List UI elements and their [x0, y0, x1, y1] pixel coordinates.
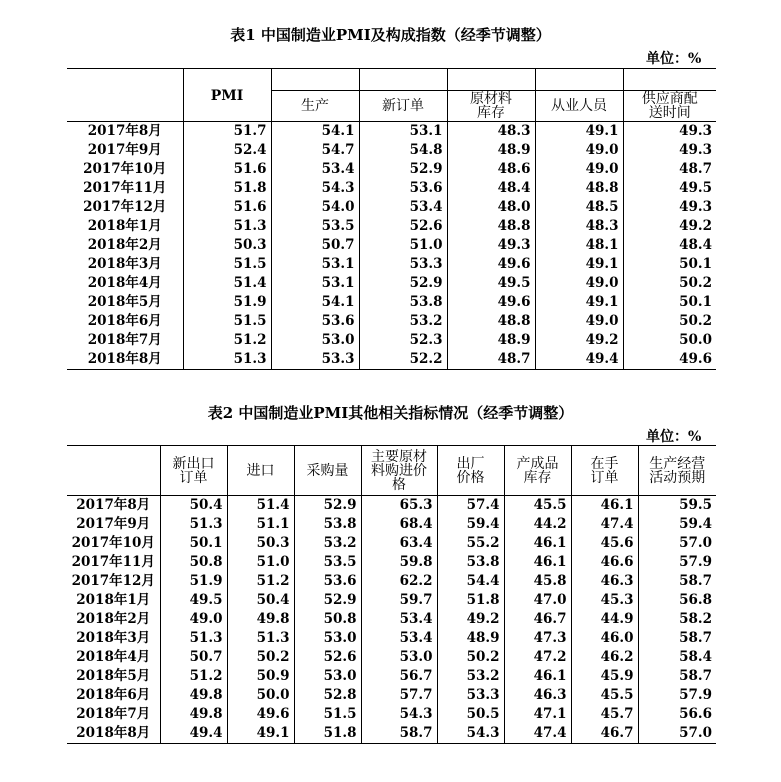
row-label: 2018年4月 — [87, 275, 162, 291]
cell-value: 53.4 — [361, 610, 437, 629]
row-label: 2018年7月 — [87, 332, 162, 348]
table2-corner-cell — [67, 446, 160, 496]
cell-value: 52.9 — [359, 160, 447, 179]
cell-value: 53.5 — [294, 553, 361, 572]
cell-value: 53.6 — [294, 572, 361, 591]
cell-value: 53.4 — [361, 629, 437, 648]
cell-value: 49.5 — [623, 179, 716, 198]
cell-value: 52.6 — [359, 217, 447, 236]
row-label: 2018年3月 — [87, 256, 162, 272]
cell-value: 48.3 — [535, 217, 623, 236]
cell-value: 57.9 — [638, 553, 716, 572]
cell-value: 49.1 — [227, 724, 294, 744]
cell-value: 50.2 — [623, 274, 716, 293]
cell-value: 53.8 — [294, 515, 361, 534]
cell-value: 53.2 — [437, 667, 504, 686]
cell-value: 46.2 — [571, 648, 638, 667]
cell-value: 46.3 — [571, 572, 638, 591]
cell-value: 51.3 — [183, 350, 271, 370]
cell-value: 49.5 — [160, 591, 227, 610]
table1-col-header-2 — [359, 69, 447, 122]
table-row — [67, 331, 716, 350]
row-label: 2018年7月 — [76, 706, 151, 722]
table1-col-header-label-2: 新订单 — [360, 90, 447, 121]
cell-value: 46.0 — [571, 629, 638, 648]
cell-value: 51.9 — [160, 572, 227, 591]
cell-value: 51.0 — [227, 553, 294, 572]
cell-value: 49.4 — [535, 350, 623, 370]
table1-col-header-label-3: 原材料 库存 — [448, 90, 535, 121]
cell-value: 49.2 — [437, 610, 504, 629]
cell-value: 53.8 — [359, 293, 447, 312]
table1-corner-cell — [67, 69, 183, 122]
cell-value: 51.8 — [294, 724, 361, 744]
cell-value: 45.9 — [571, 667, 638, 686]
cell-value: 48.7 — [623, 160, 716, 179]
cell-value: 53.3 — [271, 350, 359, 370]
cell-value: 53.0 — [294, 667, 361, 686]
row-label: 2017年8月 — [67, 496, 160, 516]
cell-value: 49.5 — [447, 274, 535, 293]
cell-value: 53.1 — [359, 122, 447, 142]
table2-col-header-6: 在手 订单 — [571, 446, 638, 496]
cell-value: 52.2 — [359, 350, 447, 370]
cell-value: 53.4 — [271, 160, 359, 179]
row-label: 2018年3月 — [76, 630, 151, 646]
cell-value: 46.1 — [504, 553, 571, 572]
cell-value: 52.6 — [294, 648, 361, 667]
cell-value: 54.7 — [271, 141, 359, 160]
cell-value: 59.5 — [638, 496, 716, 516]
cell-value: 50.7 — [271, 236, 359, 255]
cell-value: 53.5 — [271, 217, 359, 236]
cell-value: 53.0 — [271, 331, 359, 350]
cell-value: 53.6 — [359, 179, 447, 198]
table2-col-header-2: 采购量 — [294, 446, 361, 496]
cell-value: 53.4 — [359, 198, 447, 217]
cell-value: 59.4 — [638, 515, 716, 534]
row-label: 2018年8月 — [76, 725, 151, 741]
cell-value: 58.4 — [638, 648, 716, 667]
table1-col-header-label-5: 供应商配 送时间 — [624, 90, 717, 121]
table1-title: 表1 中国制造业PMI及构成指数（经季节调整） — [230, 26, 551, 44]
cell-value: 58.7 — [361, 724, 437, 744]
table-row — [67, 179, 716, 198]
table1-col-header-5 — [623, 69, 716, 122]
cell-value: 56.8 — [638, 591, 716, 610]
cell-value: 51.8 — [183, 179, 271, 198]
cell-value: 49.8 — [227, 610, 294, 629]
cell-value: 52.9 — [294, 591, 361, 610]
cell-value: 50.0 — [623, 331, 716, 350]
cell-value: 50.2 — [227, 648, 294, 667]
row-label: 2018年2月 — [76, 611, 151, 627]
table-row — [67, 724, 716, 744]
cell-value: 53.1 — [271, 255, 359, 274]
row-label: 2018年6月 — [87, 313, 162, 329]
cell-value: 51.5 — [294, 705, 361, 724]
table-row — [67, 610, 716, 629]
cell-value: 51.7 — [183, 122, 271, 142]
row-label: 2018年1月 — [87, 218, 162, 234]
table-row — [67, 312, 716, 331]
row-label: 2018年5月 — [76, 668, 151, 684]
cell-value: 59.4 — [437, 515, 504, 534]
cell-value: 50.7 — [160, 648, 227, 667]
table-row — [67, 122, 716, 142]
cell-value: 48.7 — [447, 350, 535, 370]
cell-value: 48.9 — [447, 331, 535, 350]
table2-col-header-7: 生产经营 活动预期 — [638, 446, 716, 496]
cell-value: 51.6 — [183, 160, 271, 179]
cell-value: 51.9 — [183, 293, 271, 312]
cell-value: 52.9 — [294, 496, 361, 516]
cell-value: 57.7 — [361, 686, 437, 705]
cell-value: 51.2 — [227, 572, 294, 591]
cell-value: 49.6 — [623, 350, 716, 370]
cell-value: 47.4 — [504, 724, 571, 744]
cell-value: 45.3 — [571, 591, 638, 610]
table2-title: 表2 中国制造业PMI其他相关指标情况（经季节调整） — [207, 404, 574, 422]
row-label: 2017年10月 — [83, 161, 167, 177]
cell-value: 50.3 — [227, 534, 294, 553]
cell-value: 49.1 — [535, 255, 623, 274]
cell-value: 50.0 — [227, 686, 294, 705]
row-label: 2017年8月 — [67, 122, 183, 142]
cell-value: 48.5 — [535, 198, 623, 217]
table-row — [67, 686, 716, 705]
cell-value: 50.3 — [183, 236, 271, 255]
cell-value: 50.9 — [227, 667, 294, 686]
cell-value: 45.8 — [504, 572, 571, 591]
table2-col-header-1: 进口 — [227, 446, 294, 496]
cell-value: 48.8 — [447, 312, 535, 331]
cell-value: 47.0 — [504, 591, 571, 610]
cell-value: 58.7 — [638, 629, 716, 648]
table-row — [67, 141, 716, 160]
cell-value: 57.9 — [638, 686, 716, 705]
cell-value: 57.0 — [638, 724, 716, 744]
cell-value: 49.0 — [535, 312, 623, 331]
cell-value: 49.2 — [535, 331, 623, 350]
cell-value: 52.3 — [359, 331, 447, 350]
cell-value: 53.6 — [271, 312, 359, 331]
table2-col-header-3: 主要原材 料购进价 格 — [361, 446, 437, 496]
cell-value: 49.3 — [447, 236, 535, 255]
cell-value: 47.4 — [571, 515, 638, 534]
table1-col-header-0: PMI — [183, 69, 271, 122]
cell-value: 53.0 — [294, 629, 361, 648]
cell-value: 49.3 — [623, 122, 716, 142]
table-row — [67, 198, 716, 217]
table1-col-header-4 — [535, 69, 623, 122]
cell-value: 59.7 — [361, 591, 437, 610]
cell-value: 52.8 — [294, 686, 361, 705]
cell-value: 56.7 — [361, 667, 437, 686]
table-row — [67, 515, 716, 534]
cell-value: 51.0 — [359, 236, 447, 255]
cell-value: 53.8 — [437, 553, 504, 572]
cell-value: 49.2 — [623, 217, 716, 236]
table-row — [67, 591, 716, 610]
cell-value: 51.5 — [183, 255, 271, 274]
cell-value: 58.7 — [638, 667, 716, 686]
row-label: 2017年11月 — [83, 180, 167, 196]
cell-value: 45.7 — [571, 705, 638, 724]
table-row — [67, 705, 716, 724]
cell-value: 54.3 — [361, 705, 437, 724]
cell-value: 51.2 — [183, 331, 271, 350]
table1-col-header-1 — [271, 69, 359, 122]
cell-value: 58.2 — [638, 610, 716, 629]
cell-value: 48.9 — [447, 141, 535, 160]
cell-value: 54.1 — [271, 122, 359, 142]
cell-value: 49.6 — [447, 293, 535, 312]
table1-header-row — [67, 69, 716, 122]
cell-value: 49.1 — [535, 293, 623, 312]
table1-col-header-3 — [447, 69, 535, 122]
cell-value: 53.0 — [361, 648, 437, 667]
cell-value: 53.1 — [271, 274, 359, 293]
cell-value: 62.2 — [361, 572, 437, 591]
cell-value: 54.1 — [271, 293, 359, 312]
table-row — [67, 274, 716, 293]
cell-value: 50.8 — [294, 610, 361, 629]
cell-value: 50.1 — [623, 293, 716, 312]
cell-value: 50.2 — [437, 648, 504, 667]
cell-value: 45.5 — [504, 496, 571, 516]
cell-value: 51.4 — [183, 274, 271, 293]
cell-value: 51.8 — [437, 591, 504, 610]
cell-value: 51.1 — [227, 515, 294, 534]
table-row — [67, 496, 716, 516]
table-row — [67, 293, 716, 312]
cell-value: 50.5 — [437, 705, 504, 724]
table2-col-header-4: 出厂 价格 — [437, 446, 504, 496]
cell-value: 46.7 — [571, 724, 638, 744]
cell-value: 48.6 — [447, 160, 535, 179]
cell-value: 46.6 — [571, 553, 638, 572]
cell-value: 49.8 — [160, 686, 227, 705]
cell-value: 49.3 — [623, 198, 716, 217]
cell-value: 46.1 — [571, 496, 638, 516]
cell-value: 48.0 — [447, 198, 535, 217]
cell-value: 49.0 — [535, 160, 623, 179]
cell-value: 54.3 — [271, 179, 359, 198]
cell-value: 49.6 — [447, 255, 535, 274]
cell-value: 53.2 — [294, 534, 361, 553]
table-row — [67, 648, 716, 667]
table-row — [67, 255, 716, 274]
cell-value: 65.3 — [361, 496, 437, 516]
table-row — [67, 236, 716, 255]
cell-value: 46.1 — [504, 534, 571, 553]
cell-value: 48.4 — [447, 179, 535, 198]
cell-value: 54.3 — [437, 724, 504, 744]
cell-value: 63.4 — [361, 534, 437, 553]
table2-unit: 单位：% — [646, 429, 702, 445]
row-label: 2018年4月 — [76, 649, 151, 665]
cell-value: 53.3 — [437, 686, 504, 705]
cell-value: 47.1 — [504, 705, 571, 724]
cell-value: 54.4 — [437, 572, 504, 591]
cell-value: 51.3 — [160, 629, 227, 648]
cell-value: 56.6 — [638, 705, 716, 724]
cell-value: 53.2 — [359, 312, 447, 331]
cell-value: 50.1 — [160, 534, 227, 553]
cell-value: 51.2 — [160, 667, 227, 686]
cell-value: 49.0 — [535, 141, 623, 160]
row-label: 2017年12月 — [71, 573, 155, 589]
cell-value: 48.9 — [437, 629, 504, 648]
row-label: 2017年9月 — [87, 142, 162, 158]
cell-value: 51.4 — [227, 496, 294, 516]
cell-value: 48.4 — [623, 236, 716, 255]
cell-value: 51.3 — [227, 629, 294, 648]
row-label: 2018年5月 — [87, 294, 162, 310]
cell-value: 57.4 — [437, 496, 504, 516]
cell-value: 51.3 — [160, 515, 227, 534]
row-label: 2017年11月 — [71, 554, 155, 570]
cell-value: 50.4 — [227, 591, 294, 610]
cell-value: 49.4 — [160, 724, 227, 744]
cell-value: 50.2 — [623, 312, 716, 331]
table2-col-header-5: 产成品 库存 — [504, 446, 571, 496]
table2-header-row — [67, 446, 716, 496]
cell-value: 46.1 — [504, 667, 571, 686]
cell-value: 46.3 — [504, 686, 571, 705]
row-label: 2018年6月 — [76, 687, 151, 703]
table2 — [67, 445, 716, 744]
cell-value: 51.6 — [183, 198, 271, 217]
cell-value: 45.5 — [571, 686, 638, 705]
cell-value: 54.8 — [359, 141, 447, 160]
cell-value: 54.0 — [271, 198, 359, 217]
cell-value: 52.9 — [359, 274, 447, 293]
cell-value: 44.9 — [571, 610, 638, 629]
table1 — [67, 68, 716, 370]
cell-value: 57.0 — [638, 534, 716, 553]
cell-value: 48.1 — [535, 236, 623, 255]
cell-value: 49.8 — [160, 705, 227, 724]
cell-value: 47.2 — [504, 648, 571, 667]
cell-value: 49.6 — [227, 705, 294, 724]
table1-unit: 单位：% — [646, 51, 702, 67]
cell-value: 51.3 — [183, 217, 271, 236]
table-row — [67, 217, 716, 236]
cell-value: 50.1 — [623, 255, 716, 274]
cell-value: 49.3 — [623, 141, 716, 160]
cell-value: 49.1 — [535, 122, 623, 142]
table1-col-header-label-1: 生产 — [272, 90, 359, 121]
cell-value: 59.8 — [361, 553, 437, 572]
table-row — [67, 534, 716, 553]
row-label: 2017年12月 — [83, 199, 167, 215]
cell-value: 48.8 — [535, 179, 623, 198]
cell-value: 49.0 — [160, 610, 227, 629]
cell-value: 48.3 — [447, 122, 535, 142]
cell-value: 51.5 — [183, 312, 271, 331]
table-row — [67, 667, 716, 686]
table-row — [67, 350, 716, 370]
cell-value: 46.7 — [504, 610, 571, 629]
table1-col-header-label-4: 从业人员 — [536, 90, 623, 121]
cell-value: 53.3 — [359, 255, 447, 274]
row-label: 2018年8月 — [87, 351, 162, 367]
cell-value: 55.2 — [437, 534, 504, 553]
cell-value: 49.0 — [535, 274, 623, 293]
table-row — [67, 160, 716, 179]
cell-value: 50.4 — [160, 496, 227, 516]
cell-value: 58.7 — [638, 572, 716, 591]
row-label: 2018年1月 — [76, 592, 151, 608]
cell-value: 52.4 — [183, 141, 271, 160]
cell-value: 68.4 — [361, 515, 437, 534]
row-label: 2017年10月 — [71, 535, 155, 551]
table2-col-header-0: 新出口 订单 — [160, 446, 227, 496]
table-row — [67, 553, 716, 572]
cell-value: 48.8 — [447, 217, 535, 236]
row-label: 2017年9月 — [76, 516, 151, 532]
cell-value: 45.6 — [571, 534, 638, 553]
cell-value: 44.2 — [504, 515, 571, 534]
cell-value: 47.3 — [504, 629, 571, 648]
table-row — [67, 572, 716, 591]
cell-value: 50.8 — [160, 553, 227, 572]
row-label: 2018年2月 — [87, 237, 162, 253]
table-row — [67, 629, 716, 648]
